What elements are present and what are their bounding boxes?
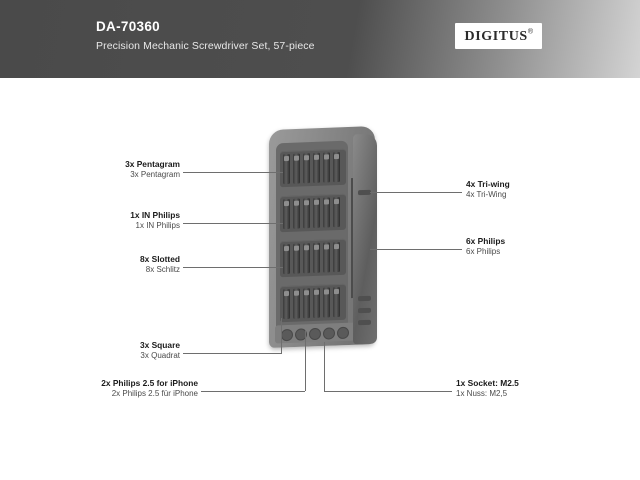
callout-socket [456, 378, 606, 400]
brand-registered-mark: ® [527, 28, 533, 36]
leader-line [324, 391, 452, 392]
leader-line [305, 330, 306, 391]
leader-line [183, 172, 283, 173]
spine-slot [358, 308, 371, 313]
socket-row [275, 322, 355, 343]
page-subtitle: Precision Mechanic Screwdriver Set, 57-piece [96, 40, 315, 52]
callout-label-en: 3x Square [139, 340, 180, 350]
callout-label-de: 3x Pentagram [130, 170, 180, 180]
page-title: DA-70360 [96, 19, 160, 34]
spine-slot [358, 296, 371, 301]
callout-label-de: 3x Quadrat [140, 351, 180, 361]
spine-slot [358, 320, 371, 325]
callout-label-de: 8x Schlitz [145, 265, 180, 275]
callout-label-en: 4x Tri-wing [466, 179, 510, 189]
callout-slotted [58, 254, 180, 276]
callout-label-de: 1x IN Philips [135, 221, 180, 231]
bit-row [280, 194, 346, 233]
leader-line [370, 249, 462, 250]
callout-label-en: 2x Philips 2.5 for iPhone [101, 378, 198, 388]
leader-line [183, 223, 283, 224]
bit-grid [280, 149, 346, 324]
callout-philips-iphone [38, 378, 198, 400]
page-header [0, 0, 640, 78]
leader-line [281, 318, 282, 354]
callout-label-en: 8x Slotted [139, 254, 180, 264]
callout-pentagram [58, 159, 180, 181]
bit-row [280, 284, 346, 323]
bit-row [280, 239, 346, 278]
brand-logo [455, 23, 542, 49]
leader-line [183, 353, 281, 354]
callout-tri-wing [466, 179, 606, 201]
callout-label-de: 6x Philips [466, 247, 501, 257]
leader-line [201, 391, 305, 392]
bit-row [280, 149, 346, 188]
callout-label-en: 1x Socket: M2.5 [456, 378, 519, 388]
callout-label-en: 6x Philips [466, 236, 506, 246]
callout-label-de: 1x Nuss: M2,5 [456, 389, 508, 399]
callout-label-de: 4x Tri-Wing [466, 190, 507, 200]
callout-label-en: 1x IN Philips [130, 210, 180, 220]
callout-label-en: 3x Pentagram [125, 159, 180, 169]
product-illustration [255, 128, 395, 360]
callout-philips [466, 236, 606, 258]
leader-line [183, 267, 283, 268]
brand-logo-text: DIGITUS [464, 29, 528, 44]
leader-line [324, 342, 325, 391]
callout-label-de: 2x Philips 2.5 für iPhone [111, 389, 198, 399]
callout-square [58, 340, 180, 362]
callout-in-philips [58, 210, 180, 232]
leader-line [370, 192, 462, 193]
